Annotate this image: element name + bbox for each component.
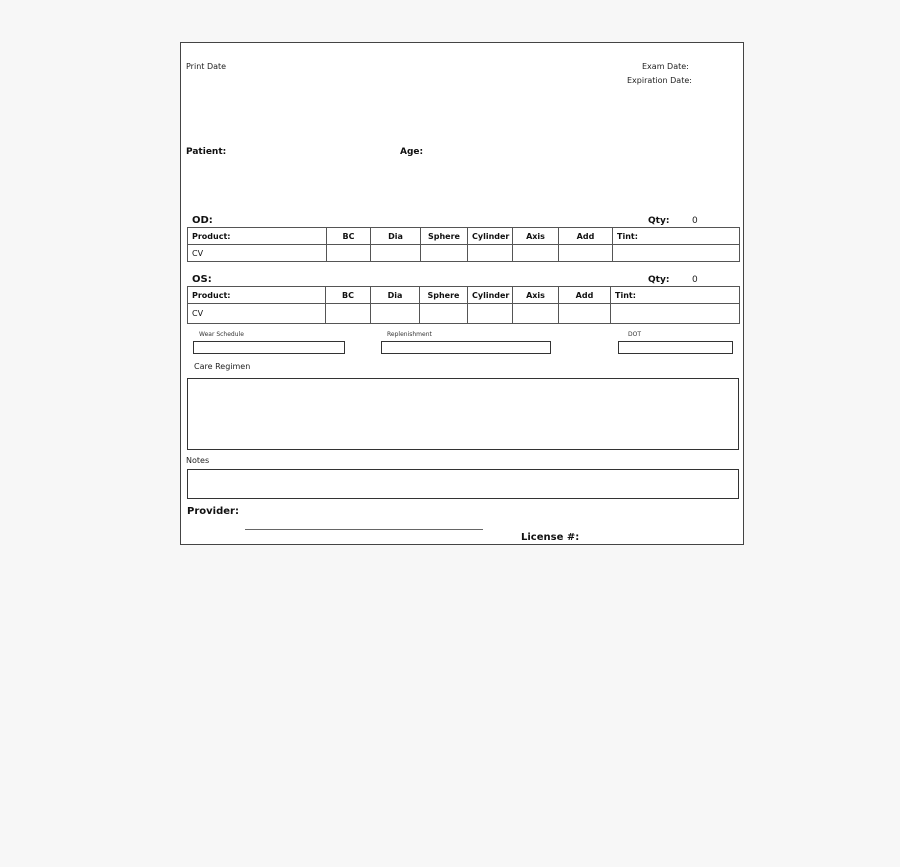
- od-cell-tint[interactable]: [613, 245, 740, 262]
- od-data-row: [188, 245, 740, 262]
- od-col-sphere: Sphere: [421, 228, 468, 245]
- od-qty-value: 0: [692, 216, 698, 226]
- os-col-sphere: Sphere: [420, 287, 468, 304]
- od-cell-axis[interactable]: [513, 245, 559, 262]
- od-cell-bc[interactable]: [327, 245, 371, 262]
- os-cell-bc[interactable]: [326, 304, 371, 324]
- os-cell-sphere[interactable]: [420, 304, 468, 324]
- os-cell-axis[interactable]: [513, 304, 559, 324]
- print-date-label: Print Date: [186, 62, 227, 71]
- dot-field[interactable]: [618, 341, 733, 354]
- os-qty-label: Qty:: [648, 275, 670, 285]
- expiration-date-label: Expiration Date:: [627, 76, 692, 85]
- os-prescription-table: [187, 286, 740, 324]
- od-col-add: Add: [559, 228, 613, 245]
- exam-date-label: Exam Date:: [642, 62, 689, 71]
- od-cell-product[interactable]: CV: [188, 245, 327, 262]
- od-cell-sphere[interactable]: [421, 245, 468, 262]
- os-cell-product[interactable]: CV: [188, 304, 326, 324]
- patient-label: Patient:: [186, 147, 227, 157]
- od-cell-dia[interactable]: [371, 245, 421, 262]
- os-cell-tint[interactable]: [611, 304, 740, 324]
- os-label: OS:: [192, 274, 212, 285]
- notes-label: Notes: [186, 456, 210, 465]
- os-col-cylinder: Cylinder: [468, 287, 513, 304]
- od-col-tint: Tint:: [613, 228, 740, 245]
- os-cell-add[interactable]: [559, 304, 611, 324]
- od-col-cylinder: Cylinder: [468, 228, 513, 245]
- wear-schedule-label: Wear Schedule: [199, 331, 244, 338]
- od-col-product: Product:: [188, 228, 327, 245]
- os-data-row: [188, 304, 740, 324]
- prescription-form: [180, 42, 744, 545]
- od-col-bc: BC: [327, 228, 371, 245]
- replenishment-field[interactable]: [381, 341, 551, 354]
- od-qty-label: Qty:: [648, 216, 670, 226]
- license-label: License #:: [521, 532, 580, 543]
- os-header-row: [188, 287, 740, 304]
- od-cell-add[interactable]: [559, 245, 613, 262]
- age-label: Age:: [400, 147, 424, 157]
- od-col-axis: Axis: [513, 228, 559, 245]
- os-col-dia: Dia: [371, 287, 420, 304]
- os-qty-value: 0: [692, 275, 698, 285]
- od-prescription-table: [187, 227, 740, 262]
- dot-label: DOT: [628, 331, 642, 338]
- os-col-tint: Tint:: [611, 287, 740, 304]
- provider-label: Provider:: [187, 506, 239, 517]
- os-cell-dia[interactable]: [371, 304, 420, 324]
- replenishment-label: Replenishment: [387, 331, 432, 338]
- os-cell-cylinder[interactable]: [468, 304, 513, 324]
- provider-signature-line: [245, 529, 483, 530]
- od-col-dia: Dia: [371, 228, 421, 245]
- os-col-bc: BC: [326, 287, 371, 304]
- care-regimen-field[interactable]: [187, 378, 739, 450]
- od-header-row: [188, 228, 740, 245]
- wear-schedule-field[interactable]: [193, 341, 345, 354]
- od-cell-cylinder[interactable]: [468, 245, 513, 262]
- os-col-axis: Axis: [513, 287, 559, 304]
- notes-field[interactable]: [187, 469, 739, 499]
- od-label: OD:: [192, 215, 213, 226]
- os-col-add: Add: [559, 287, 611, 304]
- care-regimen-label: Care Regimen: [194, 362, 251, 371]
- os-col-product: Product:: [188, 287, 326, 304]
